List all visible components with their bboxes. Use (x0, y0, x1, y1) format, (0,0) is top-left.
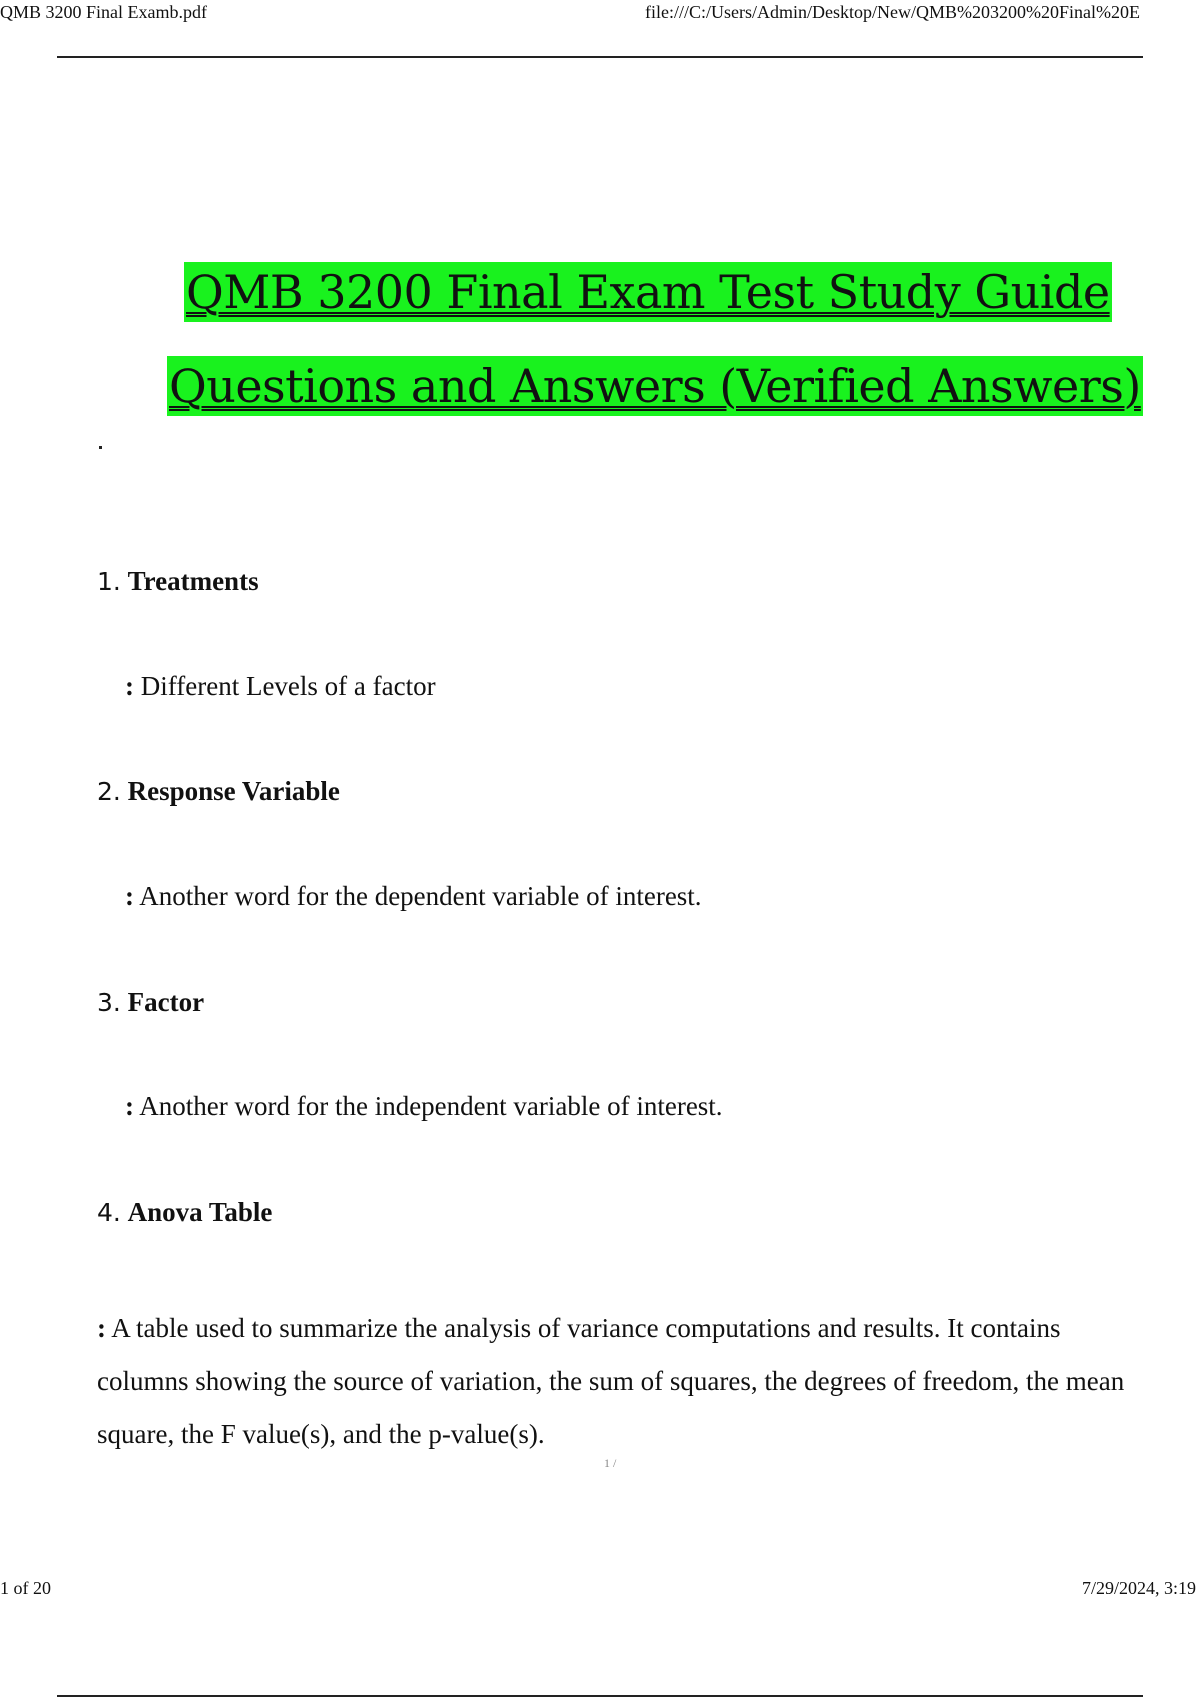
question-term: Treatments (127, 566, 259, 596)
print-footer-timestamp: 7/29/2024, 3:19 (1081, 1578, 1196, 1598)
answer-item-3 (125, 1091, 723, 1122)
answer-text: Different Levels of a factor (140, 671, 436, 701)
answer-item-2 (125, 881, 702, 912)
answer-item-1 (125, 671, 436, 702)
answer-text: Another word for the dependent variable of interest. (139, 881, 702, 911)
answer-text: A table used to summarize the analysis of variance computations and results. It contains columns showing the source of variation, the sum of squares, the degrees of freedom, the mean square, the F value(s), and the p-value(s). (97, 1313, 1125, 1449)
answer-prefix: : (97, 1313, 106, 1343)
question-item-1 (97, 566, 259, 597)
question-term: Anova Table (127, 1197, 273, 1227)
question-number: 3. (97, 988, 121, 1017)
question-number: 1. (97, 567, 121, 596)
question-number: 4. (97, 1198, 121, 1227)
question-item-3 (97, 987, 204, 1018)
stray-dot (99, 446, 102, 449)
footer-divider (57, 1695, 1143, 1697)
page-mark: 1 / (604, 1456, 617, 1470)
print-footer-page-count: 1 of 20 (0, 1578, 51, 1598)
question-number: 2. (97, 777, 121, 806)
answer-text: Another word for the independent variable of interest. (139, 1091, 723, 1121)
answer-prefix: : (125, 881, 134, 911)
question-item-2 (97, 776, 340, 807)
question-item-4 (97, 1197, 272, 1228)
document-title-line-2: Questions and Answers (Verified Answers) (167, 356, 1143, 416)
answer-prefix: : (125, 671, 134, 701)
answer-item-4 (97, 1302, 1127, 1461)
question-term: Response Variable (127, 776, 340, 806)
print-header-url: file:///C:/Users/Admin/Desktop/New/QMB%203200%20Final%20E (645, 2, 1140, 22)
answer-prefix: : (125, 1091, 134, 1121)
question-term: Factor (127, 987, 205, 1017)
header-divider (57, 56, 1143, 58)
document-title-line-1: QMB 3200 Final Exam Test Study Guide (184, 262, 1112, 322)
print-header-filename: QMB 3200 Final Examb.pdf (0, 2, 207, 22)
